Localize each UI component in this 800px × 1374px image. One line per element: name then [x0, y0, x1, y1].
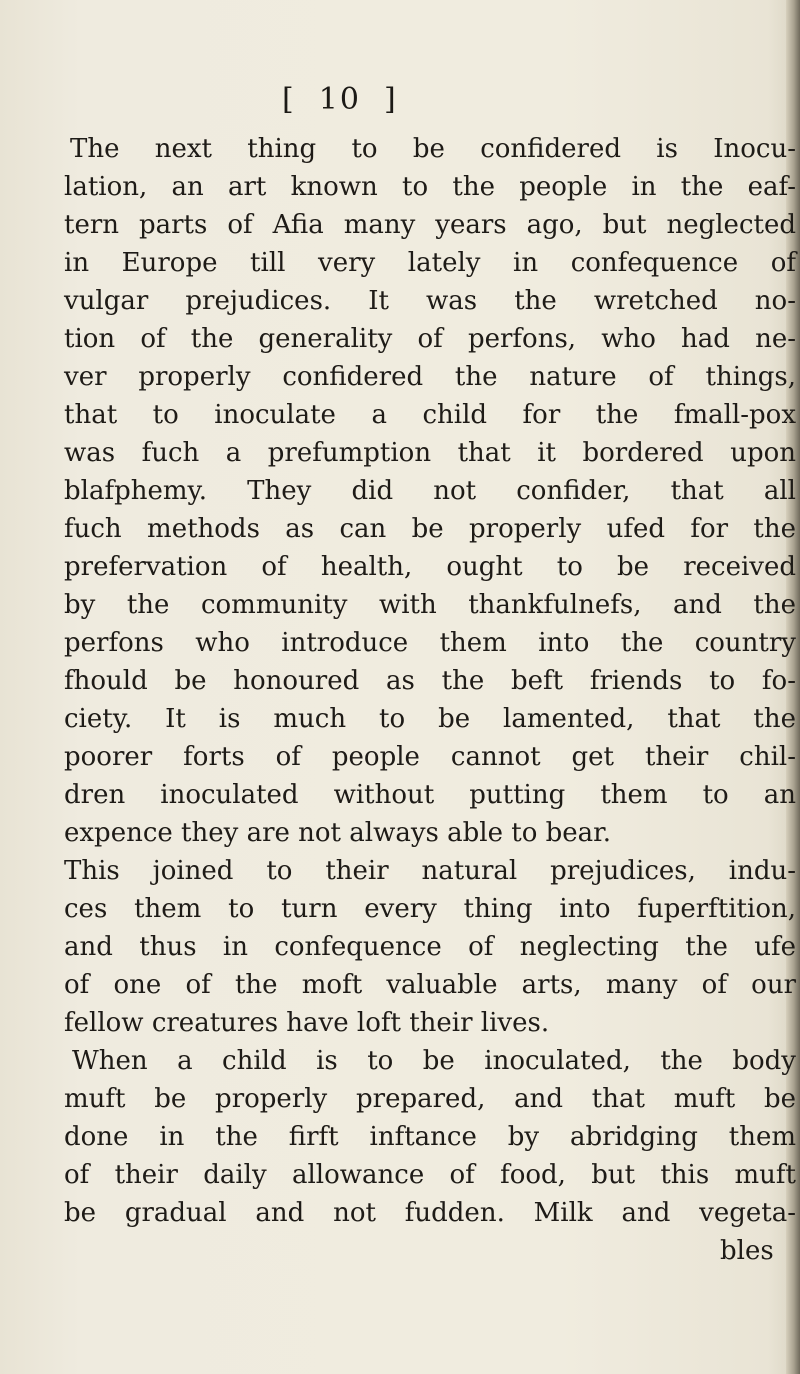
page-number-header: [ 10 ]: [282, 82, 398, 117]
text-line: by the community with thankfulnefs, and the: [64, 590, 796, 620]
text-line: The next thing to be confidered is Inocu-: [70, 134, 796, 164]
text-line: expence they are not always able to bear.: [64, 818, 611, 848]
text-line: blafphemy. They did not confider, that all: [64, 476, 796, 506]
text-line: ver properly confidered the nature of things,: [64, 362, 796, 392]
text-line: poorer forts of people cannot get their chil-: [64, 742, 796, 772]
text-line: tern parts of Afia many years ago, but neglected: [64, 210, 796, 240]
text-line: was fuch a prefumption that it bordered upon: [64, 438, 796, 468]
text-line: fellow creatures have loft their lives.: [64, 1008, 550, 1038]
text-line: tion of the generality of perfons, who had ne-: [64, 324, 796, 354]
text-line: perfons who introduce them into the country: [64, 628, 796, 658]
catchword: bles: [720, 1236, 774, 1266]
text-line: done in the firft inftance by abridging them: [64, 1122, 796, 1152]
text-line: lation, an art known to the people in the eaf-: [64, 172, 796, 202]
text-line: This joined to their natural prejudices, indu-: [64, 856, 796, 886]
text-line: vulgar prejudices. It was the wretched no-: [64, 286, 796, 316]
text-line: When a child is to be inoculated, the body: [72, 1046, 796, 1076]
text-line: fhould be honoured as the beft friends to fo-: [64, 666, 796, 696]
text-line: be gradual and not fudden. Milk and vegeta-: [64, 1198, 796, 1228]
text-line: ces them to turn every thing into fuperftition,: [64, 894, 796, 924]
text-line: in Europe till very lately in confequence of: [64, 248, 796, 278]
text-line: of their daily allowance of food, but this muft: [64, 1160, 796, 1190]
text-line: of one of the moft valuable arts, many of our: [64, 970, 796, 1000]
text-line: ciety. It is much to be lamented, that the: [64, 704, 796, 734]
text-line: muft be properly prepared, and that muft be: [64, 1084, 796, 1114]
text-line: that to inoculate a child for the fmall-pox: [64, 400, 796, 430]
text-line: fuch methods as can be properly ufed for the: [64, 514, 796, 544]
text-line: and thus in confequence of neglecting the ufe: [64, 932, 796, 962]
text-line: prefervation of health, ought to be received: [64, 552, 796, 582]
text-line: dren inoculated without putting them to an: [64, 780, 796, 810]
